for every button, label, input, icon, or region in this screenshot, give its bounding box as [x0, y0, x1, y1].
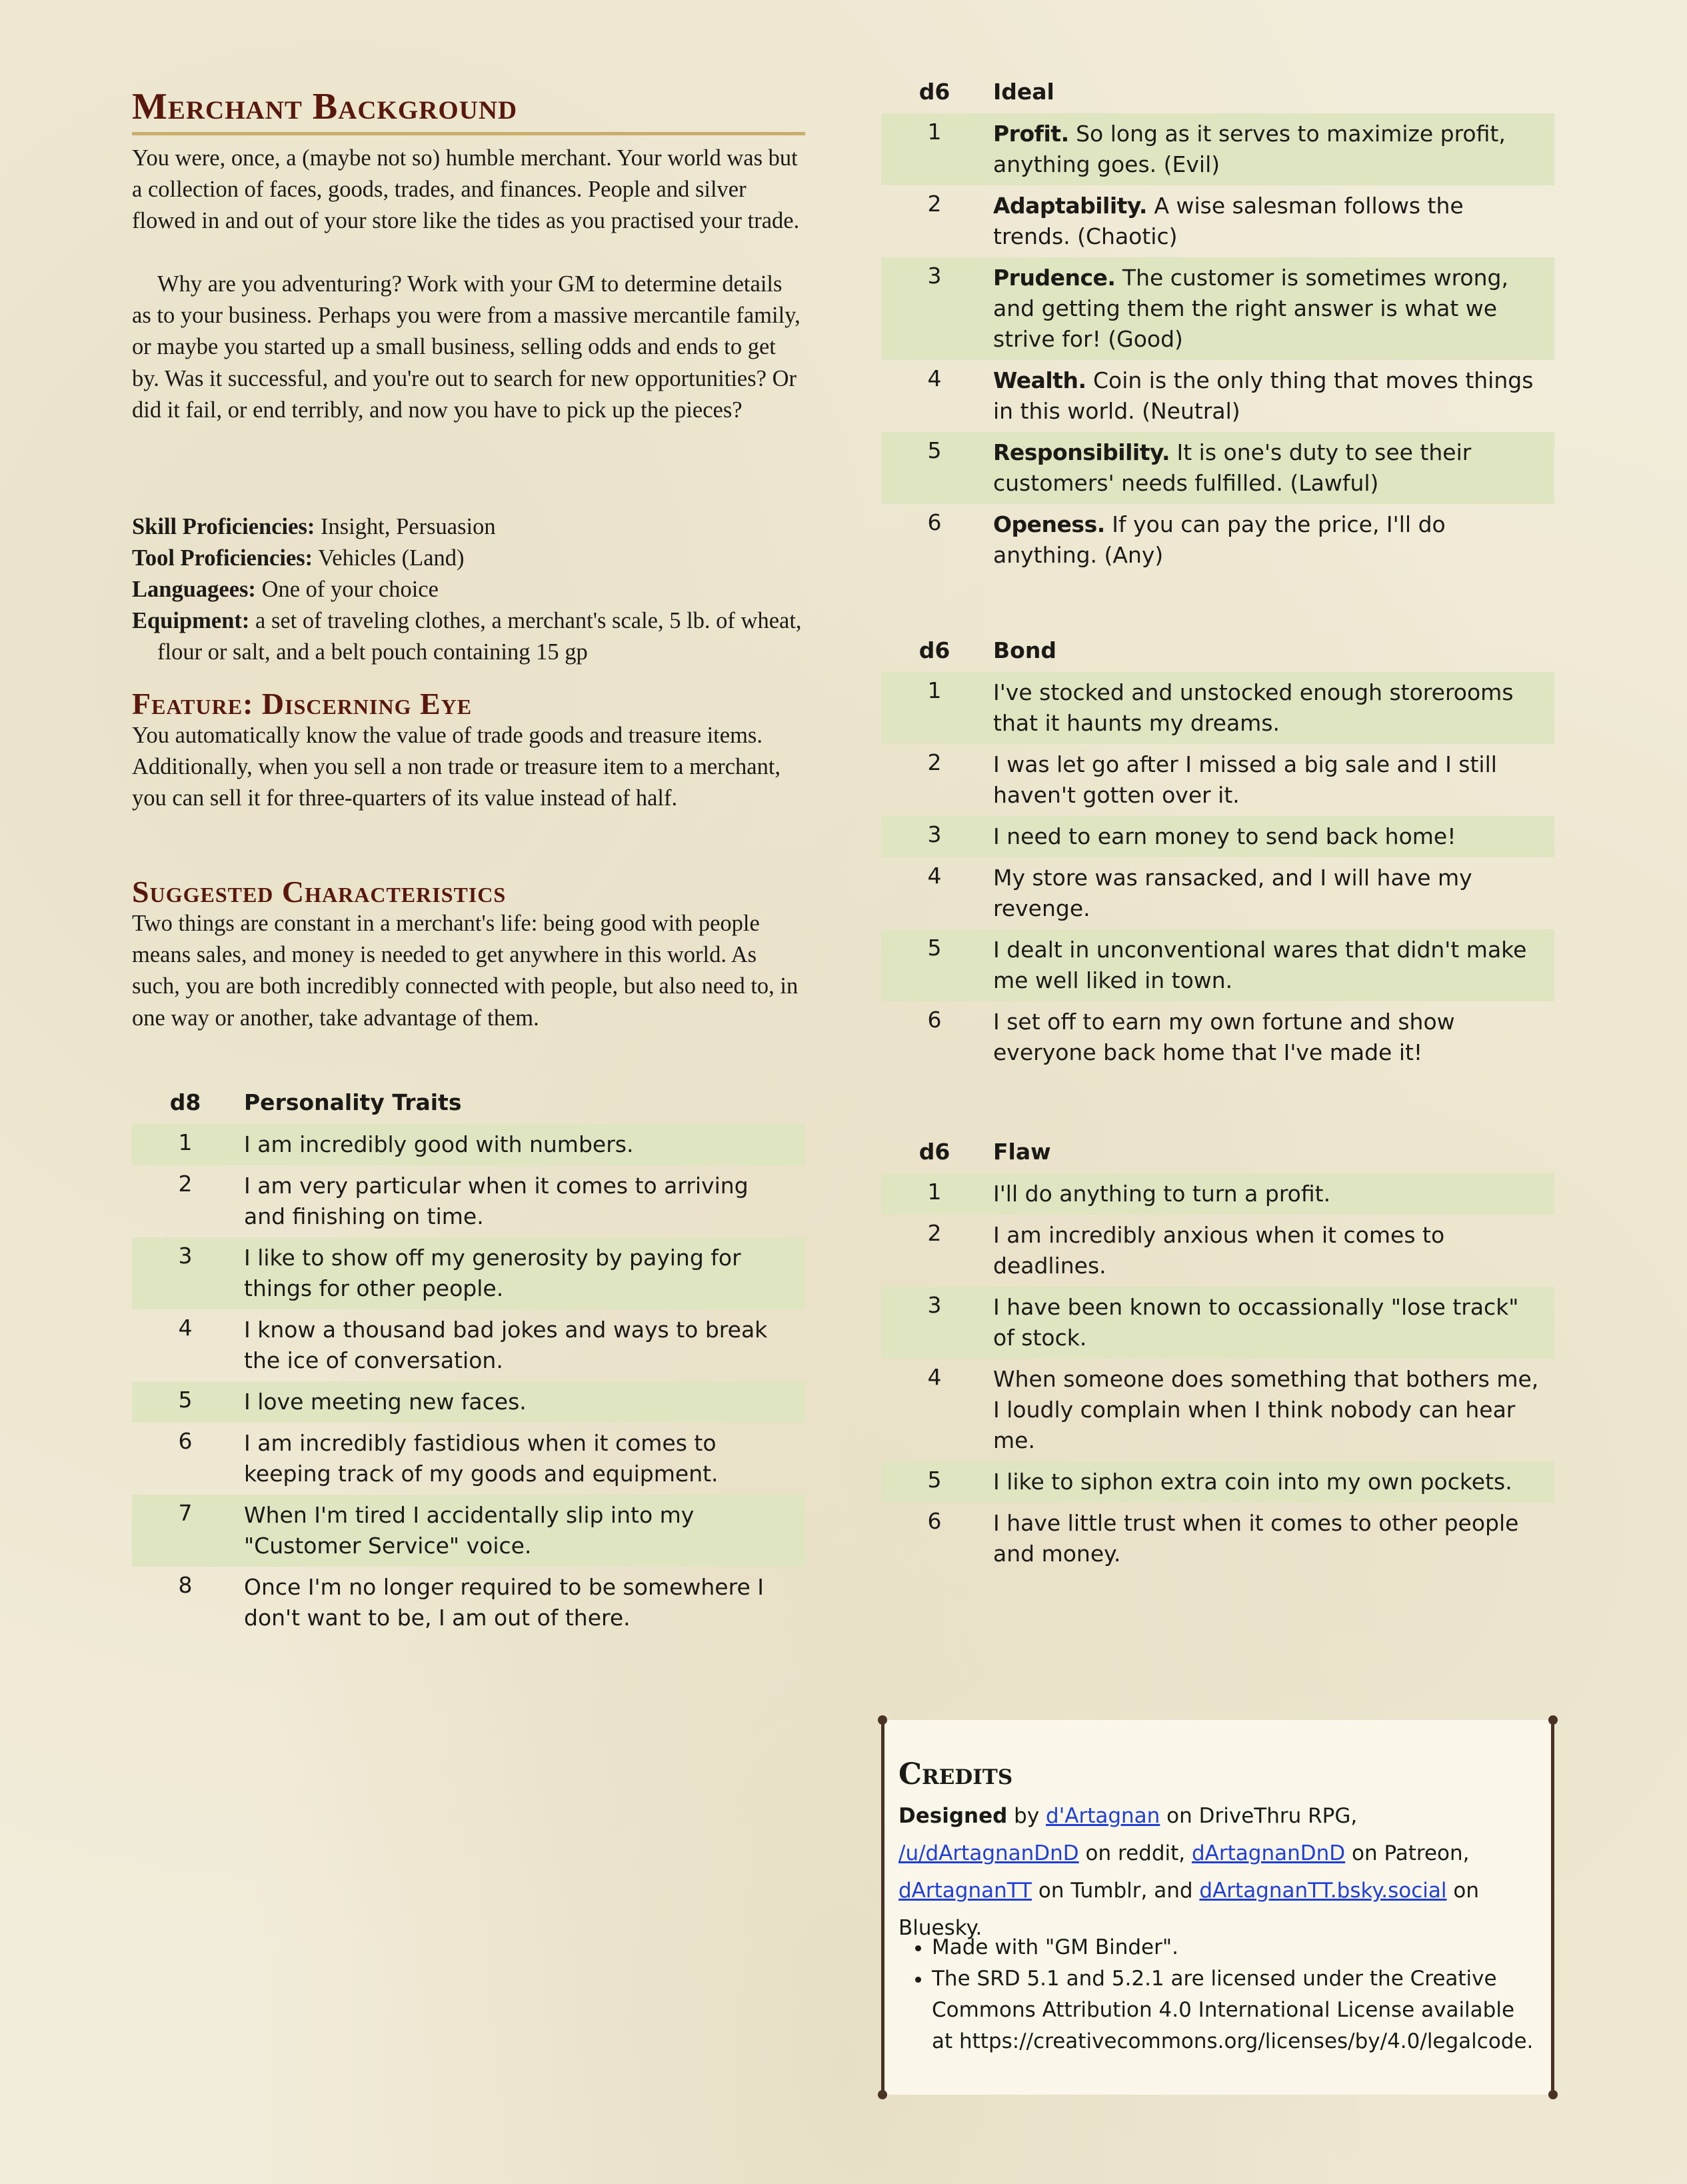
languages — [132, 574, 805, 605]
tool-value: Vehicles (Land) — [313, 545, 465, 571]
row-text — [993, 432, 1554, 504]
row-keyword: Prudence. — [993, 265, 1116, 291]
roll-number: 2 — [178, 1171, 193, 1197]
roll-number: 6 — [927, 509, 942, 535]
die-header: d8 — [169, 1089, 201, 1115]
personality-table — [132, 1084, 805, 1639]
row-keyword: Responsibility. — [993, 439, 1170, 465]
row-description: A wise salesman follows the trends. (Chaotic) — [993, 193, 1464, 249]
skill-label: Skill Proficiencies: — [132, 514, 315, 539]
equipment — [132, 605, 805, 668]
column-header: Personality Traits — [244, 1089, 462, 1115]
ideal-table — [881, 73, 1554, 576]
roll-number: 2 — [927, 749, 942, 775]
tool-proficiencies — [132, 543, 805, 574]
row-text: I'll do anything to turn a profit. — [993, 1181, 1331, 1207]
table-row — [881, 1503, 1554, 1575]
row-text: I like to siphon extra coin into my own pockets. — [993, 1469, 1512, 1495]
row-keyword: Profit. — [993, 121, 1069, 147]
row-text — [993, 360, 1554, 432]
link-reddit[interactable]: /u/dArtagnanDnD — [898, 1841, 1079, 1865]
row-text: I am very particular when it comes to arriving and finishing on time. — [244, 1173, 749, 1229]
row-text: I am incredibly good with numbers. — [244, 1131, 634, 1157]
roll-number: 4 — [927, 1364, 942, 1390]
roll-number: 4 — [927, 365, 942, 391]
roll-number: 4 — [927, 863, 942, 889]
credits-heading: Credits — [898, 1757, 1013, 1791]
table-row — [881, 1359, 1554, 1461]
tool-label: Tool Proficiencies: — [132, 545, 313, 571]
row-text: I need to earn money to send back home! — [993, 823, 1456, 849]
row-description: So long as it serves to maximize profit, anything goes. (Evil) — [993, 121, 1506, 177]
roll-number: 6 — [927, 1007, 942, 1033]
frame-left — [881, 1720, 884, 2095]
die-header: d6 — [918, 79, 950, 105]
table-row — [132, 1124, 805, 1165]
table-row — [132, 1237, 805, 1309]
table-row — [881, 1461, 1554, 1503]
roll-number: 3 — [927, 1292, 942, 1318]
intro-paragraph-1: You were, once, a (maybe not so) humble merchant. Your world was but a collection of faces, goods, trades, and finances. People and silver flowed in and out of your store like the tides as you practised your trade. — [132, 145, 800, 234]
roll-number: 1 — [927, 119, 942, 145]
roll-number: 1 — [927, 1179, 942, 1205]
table-row — [132, 1495, 805, 1567]
roll-number: 5 — [927, 1467, 942, 1493]
row-text: When someone does something that bothers me, I loudly complain when I think nobody can hear me. — [993, 1366, 1539, 1453]
frame-stud — [878, 1715, 887, 1725]
table-row — [132, 1423, 805, 1495]
table-header — [881, 73, 1554, 113]
column-header: Flaw — [993, 1139, 1051, 1165]
credits-box — [881, 1720, 1554, 2095]
credits-text: on Tumblr, and — [1032, 1879, 1200, 1903]
credits-bullet: • The SRD 5.1 and 5.2.1 are licensed under the Creative Commons Attribution 4.0 International License available at https://creativecommons.org/licenses/by/4.0/legalcode. — [932, 1963, 1541, 2057]
equipment-label: Equipment: — [132, 608, 250, 633]
table-row — [881, 857, 1554, 929]
table-row — [132, 1381, 805, 1423]
feature-text: You automatically know the value of trade goods and treasure items. Additionally, when you sell a non trade or treasure item to a merchant, you can sell it for three-quarters of its value instead of half. — [132, 723, 781, 811]
row-text: I have little trust when it comes to other people and money. — [993, 1510, 1519, 1567]
intro-paragraph-2: Why are you adventuring? Work with your GM to determine details as to your business. Perhaps you were from a massive mercantile family, or maybe you started up a small business, selling odds and ends to get by. Was it successful, and you're out to search for new opportunities? Or did it fail, or end terribly, and now you have to pick up the pieces? — [132, 271, 801, 423]
table-row — [881, 816, 1554, 857]
equipment-value: a set of traveling clothes, a merchant's scale, 5 lb. of wheat, flour or salt, and a belt pouch containing 15 gp — [157, 608, 802, 665]
suggested-heading: Suggested Characteristics — [132, 875, 507, 909]
roll-number: 4 — [178, 1315, 193, 1341]
roll-number: 6 — [927, 1508, 942, 1534]
frame-stud — [1548, 2090, 1558, 2099]
table-row — [881, 672, 1554, 744]
row-text: I set off to earn my own fortune and show everyone back home that I've made it! — [993, 1009, 1455, 1065]
link-dartagnan[interactable]: d'Artagnan — [1046, 1804, 1160, 1828]
die-header: d6 — [918, 1139, 950, 1165]
roll-number: 1 — [927, 677, 942, 703]
frame-right — [1551, 1720, 1554, 2095]
link-bluesky[interactable]: dArtagnanTT.bsky.social — [1199, 1879, 1447, 1903]
credits-text: on DriveThru RPG, — [1160, 1804, 1358, 1828]
table-row — [881, 432, 1554, 504]
frame-stud — [878, 2090, 887, 2099]
roll-number: 7 — [178, 1500, 193, 1526]
table-header — [132, 1084, 805, 1124]
column-header: Bond — [993, 637, 1056, 663]
roll-number: 8 — [178, 1572, 193, 1598]
languages-label: Languagees: — [132, 577, 256, 602]
row-description: The customer is sometimes wrong, and getting them the right answer is what we strive for! (Good) — [993, 265, 1508, 352]
table-header — [881, 1133, 1554, 1173]
table-row — [132, 1567, 805, 1639]
credits-text: on Patreon, — [1345, 1841, 1470, 1865]
bond-table — [881, 632, 1554, 1073]
feature-heading: Feature: Discerning Eye — [132, 687, 473, 721]
roll-number: 3 — [927, 821, 942, 847]
table-row — [881, 504, 1554, 576]
row-description: It is one's duty to see their customers' needs fulfilled. (Lawful) — [993, 439, 1472, 496]
flaw-table — [881, 1133, 1554, 1575]
row-keyword: Openess. — [993, 511, 1105, 537]
roll-number: 1 — [178, 1129, 193, 1155]
table-row — [881, 1173, 1554, 1215]
row-keyword: Wealth. — [993, 367, 1086, 393]
row-text: I like to show off my generosity by paying for things for other people. — [244, 1245, 741, 1301]
row-text: I am incredibly anxious when it comes to deadlines. — [993, 1222, 1445, 1279]
row-text: When I'm tired I accidentally slip into my "Customer Service" voice. — [244, 1502, 695, 1559]
skill-value: Insight, Persuasion — [315, 514, 496, 539]
table-row — [132, 1309, 805, 1381]
row-description: If you can pay the price, I'll do anything. (Any) — [993, 511, 1446, 568]
roll-number: 3 — [178, 1243, 193, 1269]
row-text: I dealt in unconventional wares that didn't make me well liked in town. — [993, 937, 1527, 993]
row-text — [993, 257, 1554, 360]
row-text: I know a thousand bad jokes and ways to break the ice of conversation. — [244, 1317, 768, 1373]
column-header: Ideal — [993, 79, 1054, 105]
credits-text: on Bluesky. — [898, 1879, 1479, 1940]
row-description: Coin is the only thing that moves things in this world. (Neutral) — [993, 367, 1534, 424]
table-row — [881, 113, 1554, 185]
row-text: I was let go after I missed a big sale and I still haven't gotten over it. — [993, 751, 1497, 808]
row-text: I love meeting new faces. — [244, 1389, 527, 1415]
row-text: I am incredibly fastidious when it comes to keeping track of my goods and equipment. — [244, 1430, 719, 1487]
suggested-text: Two things are constant in a merchant's life: being good with people means sales, and money is needed to get anywhere in this world. As such, you are both incredibly connected with people, but also need to, in one way or another, take advantage of them. — [132, 911, 799, 1031]
roll-number: 3 — [927, 263, 942, 289]
row-text — [993, 504, 1554, 576]
roll-number: 5 — [927, 935, 942, 961]
roll-number: 2 — [927, 1220, 942, 1246]
row-text: My store was ransacked, and I will have my revenge. — [993, 865, 1472, 921]
link-tumblr[interactable]: dArtagnanTT — [898, 1879, 1032, 1903]
credits-list — [898, 1932, 1541, 2057]
row-text: I have been known to occassionally "lose track" of stock. — [993, 1294, 1519, 1351]
table-row — [881, 1287, 1554, 1359]
roll-number: 2 — [927, 191, 942, 217]
credits-text: on reddit, — [1078, 1841, 1192, 1865]
credits-byline — [898, 1797, 1537, 1947]
table-row — [881, 257, 1554, 360]
skill-proficiencies — [132, 511, 805, 543]
table-row — [881, 360, 1554, 432]
table-row — [881, 1215, 1554, 1287]
designed-label: Designed — [898, 1804, 1008, 1828]
credits-bullet: • Made with "GM Binder". — [932, 1932, 1541, 1963]
table-row — [881, 744, 1554, 816]
row-keyword: Adaptability. — [993, 193, 1147, 219]
roll-number: 6 — [178, 1428, 193, 1454]
link-patreon[interactable]: dArtagnanDnD — [1191, 1841, 1346, 1865]
roll-number: 5 — [927, 437, 942, 463]
die-header: d6 — [918, 637, 950, 663]
frame-stud — [1548, 1715, 1558, 1725]
table-row — [132, 1165, 805, 1237]
roll-number: 5 — [178, 1387, 193, 1413]
row-text: Once I'm no longer required to be somewhere I don't want to be, I am out of there. — [244, 1574, 764, 1631]
table-row — [881, 929, 1554, 1001]
table-row — [881, 1001, 1554, 1073]
table-row — [881, 185, 1554, 257]
table-header — [881, 632, 1554, 672]
credits-text: by — [1007, 1804, 1046, 1828]
row-text — [993, 113, 1554, 185]
page-title: Merchant Background — [132, 85, 805, 135]
row-text — [993, 185, 1554, 257]
languages-value: One of your choice — [255, 577, 439, 602]
row-text: I've stocked and unstocked enough storerooms that it haunts my dreams. — [993, 679, 1514, 736]
